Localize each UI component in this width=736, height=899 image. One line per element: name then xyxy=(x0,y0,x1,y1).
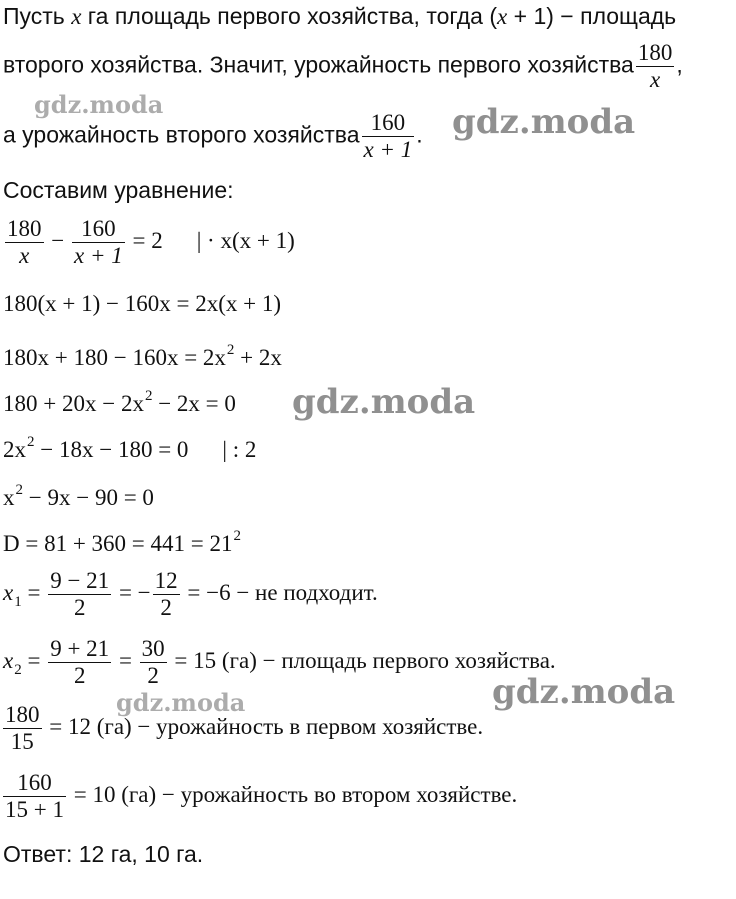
fraction-numerator: 12 xyxy=(154,568,178,593)
intro-line-2 xyxy=(3,40,683,93)
exponent: 2 xyxy=(226,342,235,358)
yield-note: = 10 (га) − урожайность во втором хозяйстве. xyxy=(67,781,518,807)
fraction-numerator: 180 xyxy=(637,40,673,65)
intro-text: второго хозяйства. Значит, урожайность первого хозяйства xyxy=(3,51,634,78)
intro-text: га площадь первого хозяйства, тогда ( xyxy=(81,3,498,29)
operator: = xyxy=(21,647,47,673)
variable-x: x xyxy=(3,647,14,673)
exponent: 2 xyxy=(233,528,241,544)
fraction-numerator: 9 + 21 xyxy=(50,636,110,661)
equation-text: x xyxy=(3,485,15,510)
root-x1-line xyxy=(3,568,378,621)
fraction-denominator: x + 1 xyxy=(363,137,413,162)
x2-fraction-1 xyxy=(48,636,111,689)
fraction-denominator: x + 1 xyxy=(73,243,123,268)
variable-x: x xyxy=(497,4,508,29)
intro-text: + 1) − площадь xyxy=(507,3,677,29)
watermark-logo: gdz.moda xyxy=(492,672,676,712)
watermark-logo: gdz.moda xyxy=(34,90,164,119)
fraction-denominator: 2 xyxy=(147,663,159,688)
eq1-fraction-1 xyxy=(5,216,44,269)
root-note: = −6 − не подходит. xyxy=(181,579,378,605)
variable-x: x xyxy=(3,579,14,605)
compose-label: Составим уравнение: xyxy=(3,177,234,203)
fraction-denominator: 2 xyxy=(73,663,86,688)
fraction-numerator: 180 xyxy=(7,216,42,241)
yield-note: = 12 (га) − урожайность в первом хозяйстве. xyxy=(43,713,484,739)
equation-text: 180x + 180 − 160x = 2x xyxy=(3,345,226,370)
intro-text: Пусть xyxy=(3,3,72,29)
variable-x: x xyxy=(71,4,82,29)
operator: = xyxy=(21,579,47,605)
exponent: 2 xyxy=(144,388,153,404)
fraction-denominator: 15 + 1 xyxy=(5,797,64,822)
equation-text: − 9x − 90 = 0 xyxy=(23,485,154,510)
equation-text: D = 81 + 360 = 441 = 21 xyxy=(3,531,233,556)
fraction-numerator: 160 xyxy=(362,110,415,137)
equation-2: 180(x + 1) − 160x = 2x(x + 1) xyxy=(3,291,282,316)
intro-text: а урожайность второго хозяйства xyxy=(3,121,360,148)
equation-text: − 2x = 0 xyxy=(152,391,236,416)
fraction-denominator: x xyxy=(19,243,30,268)
fraction-denominator: 2 xyxy=(73,595,86,620)
equation-text: − 18x − 180 = 0 xyxy=(34,437,189,462)
fraction-numerator: 30 xyxy=(141,636,165,661)
operator: − xyxy=(45,227,70,253)
fraction-denominator: x xyxy=(650,67,661,92)
root-x2-line xyxy=(3,636,556,689)
equation-3 xyxy=(3,336,282,372)
equation-rhs: = 2 xyxy=(126,227,163,253)
yield-1-fraction xyxy=(3,702,42,755)
equation-text: + 2x xyxy=(234,345,282,370)
x1-fraction-1 xyxy=(48,568,111,621)
fraction-numerator: 160 xyxy=(3,770,66,797)
subscript: 1 xyxy=(14,593,22,610)
intro-line-1 xyxy=(3,2,676,31)
fraction-numerator: 180 xyxy=(5,702,40,727)
yield-first-fraction xyxy=(636,40,675,93)
operator: = xyxy=(113,647,138,673)
equation-text: 180 + 20x − 2x xyxy=(3,391,144,416)
equation-6 xyxy=(3,476,154,512)
answer-line: Ответ: 12 га, 10 га. xyxy=(3,841,204,867)
divisor-note: | : 2 xyxy=(222,437,257,462)
eq1-fraction-2 xyxy=(72,216,125,269)
exponent: 2 xyxy=(15,482,23,498)
yield-second-line xyxy=(3,770,517,823)
punctuation: . xyxy=(416,121,423,148)
exponent: 2 xyxy=(27,434,35,450)
root-note: = 15 (га) − площадь первого хозяйства. xyxy=(168,647,556,673)
watermark-logo: gdz.moda xyxy=(292,382,476,422)
subscript: 2 xyxy=(14,661,22,678)
equation-1 xyxy=(3,216,295,269)
x1-fraction-2 xyxy=(153,568,180,621)
fraction-numerator: 9 − 21 xyxy=(50,568,110,593)
watermark-logo: gdz.moda xyxy=(452,102,636,142)
fraction-numerator: 160 xyxy=(72,216,125,243)
fraction-denominator: 15 xyxy=(10,729,34,754)
equation-4 xyxy=(3,382,236,418)
yield-2-fraction xyxy=(3,770,66,823)
multiplier-note: | · x(x + 1) xyxy=(196,227,295,253)
punctuation: , xyxy=(676,51,683,78)
discriminant-line xyxy=(3,522,241,558)
watermark-logo: gdz.moda xyxy=(116,688,246,717)
yield-second-fraction xyxy=(362,110,415,163)
equation-5 xyxy=(3,428,256,464)
x2-fraction-2 xyxy=(140,636,167,689)
operator: = − xyxy=(113,579,151,605)
equation-text: 2x xyxy=(3,437,26,462)
fraction-denominator: 2 xyxy=(160,595,172,620)
